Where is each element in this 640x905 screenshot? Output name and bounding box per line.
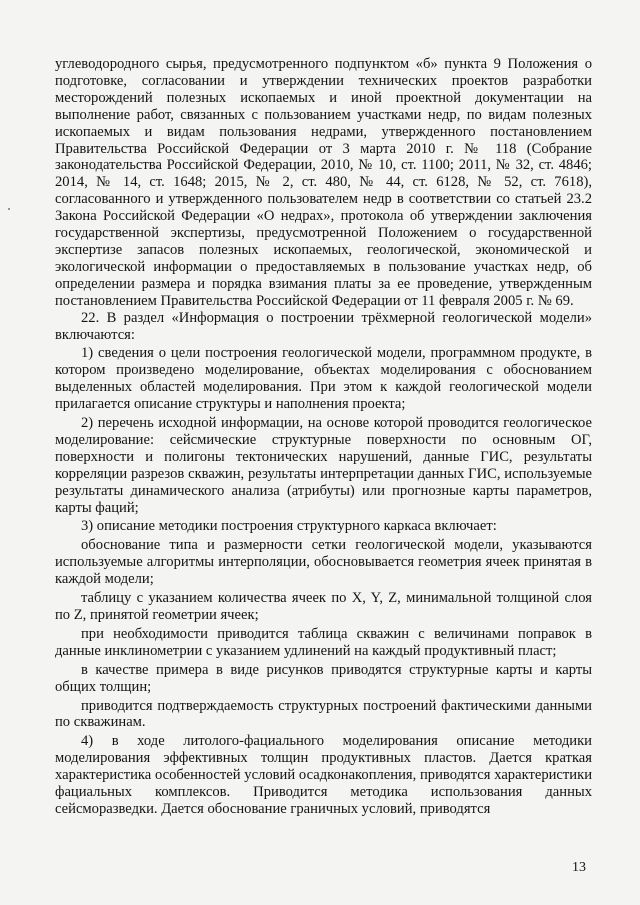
paragraph-item-3: 3) описание методики построения структурного каркаса включает:	[81, 518, 497, 535]
scan-artifact-dot	[8, 208, 10, 210]
paragraph-item-2: 2) перечень исходной информации, на основе которой проводится геологическое моделирование: сейсмические структурные поверхности по основным ОГ, поверхности и полигоны тектонических нарушений, данные ГИС, результаты корреляции разрезов скважин, результаты интерпретации данных ГИС, используемые результаты динамического анализа (атрибуты) или прогнозные карты параметров, карты фаций;	[55, 415, 592, 516]
page-number: 13	[572, 860, 586, 875]
document-body	[55, 56, 592, 818]
paragraph-structural-maps: в качестве примера в виде рисунков приводятся структурные карты и карты общих толщин;	[55, 661, 592, 695]
paragraph-confirmation: приводится подтверждаемость структурных построений фактическими данными по скважинам.	[55, 697, 592, 731]
paragraph-item-4: 4) в ходе литолого-фациального моделирования описание методики моделирования эффективных толщин продуктивных пластов. Дается краткая характеристика особенностей условий осадконакопления, приводятся характеристики фациальных комплексов. Приводится методика использования данных сейсморазведки. Дается обоснование граничных условий, приводятся	[55, 733, 592, 817]
paragraph-continuation: углеводородного сырья, предусмотренного подпунктом «б» пункта 9 Положения о подготовке, согласовании и утверждении технических проектов разработки месторождений полезных ископаемых и иной проектной документации на выполнение работ, связанных с пользованием участками недр, по видам полезных ископаемых и видам пользования недрами, утвержденного постановлением Правительства Российской Федерации от 3 марта 2010 г. № 118 (Собрание законодательства Российской Федерации, 2010, № 10, ст. 1100; 2011, № 32, ст. 4846; 2014, № 14, ст. 1648; 2015, № 2, ст. 480, № 44, ст. 6128, № 52, ст. 7618), согласованного и утвержденного пользователем недр в соответствии со статьей 23.2 Закона Российской Федерации «О недрах», протокола об утверждении заключения государственной экспертизы, предусмотренной Положением о государственной экспертизе запасов полезных ископаемых, геологической, экономической и экологической информации о предоставляемых в пользование участках недр, об определении размера и порядка взимания платы за ее проведение, утвержденным постановлением Правительства Российской Федерации от 11 февраля 2005 г. № 69.	[55, 56, 592, 309]
paragraph-cell-table: таблицу с указанием количества ячеек по X, Y, Z, минимальной толщиной слоя по Z, принятой геометрии ячеек;	[55, 590, 592, 623]
paragraph-grid-justification: обоснование типа и размерности сетки геологической модели, указываются используемые алгоритмы интерполяции, обосновывается геометрия ячеек принятая в каждой модели;	[55, 537, 592, 588]
paragraph-item-1: 1) сведения о цели построения геологической модели, программном продукте, в котором произведено моделирование, объектах моделирования с обоснованием выделенных областей моделирования. При этом к каждой геологической модели прилагается описание структуры и наполнения проекта;	[55, 345, 592, 413]
paragraph-well-corrections: при необходимости приводится таблица скважин с величинами поправок в данные инклинометрии с указанием удлинений на каждый продуктивный пласт;	[55, 625, 592, 659]
paragraph-section-22-heading: 22. В раздел «Информация о построении трёхмерной геологической модели» включаются:	[55, 309, 592, 343]
